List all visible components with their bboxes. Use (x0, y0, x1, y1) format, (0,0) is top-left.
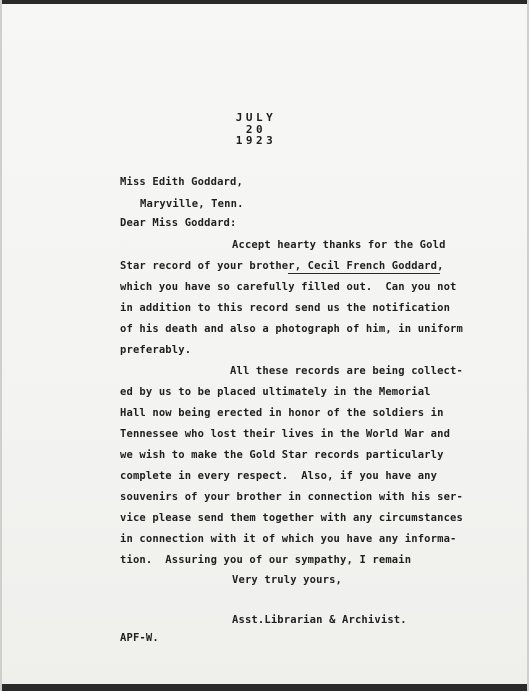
body-line: complete in every respect. Also, if you have any (120, 470, 438, 482)
scan-top-edge (0, 0, 529, 4)
body-line: ed by us to be placed ultimately in the Memorial (120, 386, 431, 398)
addressee-location: Maryville, Tenn. (140, 198, 244, 210)
body-line: Hall now being erected in honor of the soldiers in (120, 407, 444, 419)
body-line: All these records are being collect- (230, 365, 463, 377)
body-line: we wish to make the Gold Star records particularly (120, 449, 444, 461)
body-line: of his death and also a photograph of him, in uniform (120, 323, 463, 335)
body-line: in connection with it of which you have any informa- (120, 533, 457, 545)
scan-bottom-edge (0, 684, 529, 691)
body-line: Tennessee who lost their lives in the World War and (120, 428, 451, 440)
body-line: souvenirs of your brother in connection with his ser- (120, 491, 463, 503)
salutation: Dear Miss Goddard: (120, 217, 237, 229)
addressee-name: Miss Edith Goddard, (120, 176, 243, 188)
date-year: 1923 (235, 134, 277, 147)
body-line: Accept hearty thanks for the Gold (232, 239, 446, 251)
scan-left-edge (0, 0, 2, 691)
body-line: tion. Assuring you of our sympathy, I remain (120, 554, 412, 566)
body-line: which you have so carefully filled out. Can you not (120, 281, 457, 293)
reference-initials: APF-W. (120, 632, 159, 644)
name-underline (288, 273, 440, 274)
body-line: vice please send them together with any circumstances (120, 512, 463, 524)
body-line: Star record of your brother, Cecil French Goddard, (120, 260, 444, 272)
date-day: 20 (245, 123, 267, 136)
body-line: preferably. (120, 344, 192, 356)
signature-title: Asst.Librarian & Archivist. (232, 614, 407, 626)
date-month: JULY (235, 111, 277, 124)
closing: Very truly yours, (232, 574, 343, 586)
body-line: in addition to this record send us the notification (120, 302, 451, 314)
